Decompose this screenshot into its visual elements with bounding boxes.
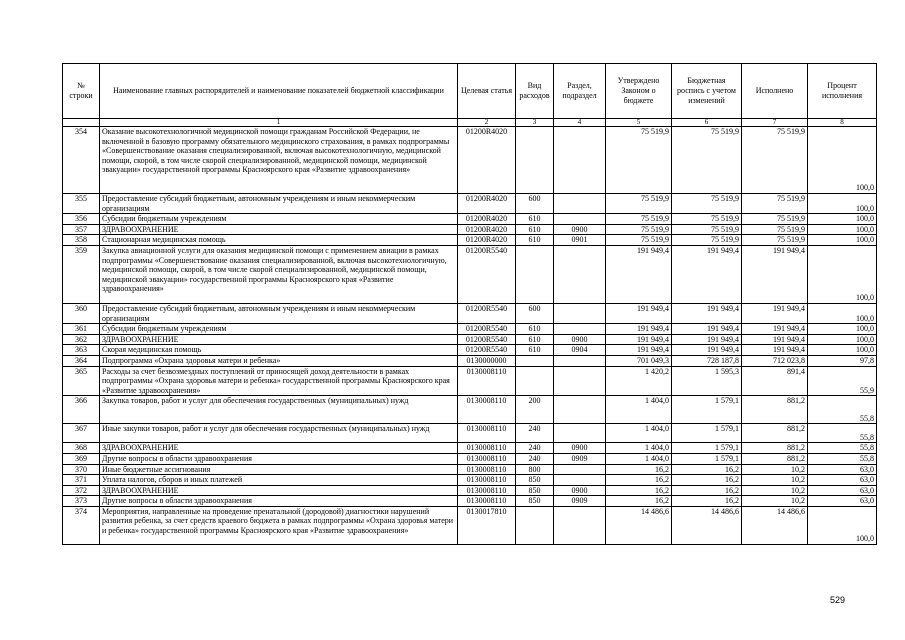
approved-amount: 191 949,4 bbox=[606, 303, 672, 323]
row-name: Скорая медицинская помощь bbox=[100, 345, 458, 356]
section-code: 0904 bbox=[554, 345, 606, 356]
target-article: 0130008110 bbox=[458, 475, 516, 486]
approved-amount: 701 049,3 bbox=[606, 355, 672, 366]
execution-percent: 55,9 bbox=[808, 366, 877, 396]
executed-amount: 75 519,9 bbox=[742, 224, 808, 235]
target-article: 0130008110 bbox=[458, 464, 516, 475]
approved-amount: 75 519,9 bbox=[606, 235, 672, 246]
execution-percent: 100,0 bbox=[808, 235, 877, 246]
table-row bbox=[63, 224, 877, 235]
approved-amount: 16,2 bbox=[606, 485, 672, 496]
target-article: 0130008110 bbox=[458, 453, 516, 464]
section-code bbox=[554, 464, 606, 475]
revised-amount: 191 949,4 bbox=[672, 245, 742, 303]
section-code bbox=[554, 303, 606, 323]
target-article: 01200R5540 bbox=[458, 303, 516, 323]
target-article: 0130008110 bbox=[458, 366, 516, 396]
expense-type bbox=[516, 366, 554, 396]
approved-amount: 75 519,9 bbox=[606, 214, 672, 225]
row-number: 374 bbox=[63, 506, 100, 544]
revised-amount: 191 949,4 bbox=[672, 324, 742, 335]
table-row bbox=[63, 464, 877, 475]
executed-amount: 191 949,4 bbox=[742, 245, 808, 303]
row-number: 373 bbox=[63, 496, 100, 507]
table-row bbox=[63, 355, 877, 366]
expense-type: 850 bbox=[516, 496, 554, 507]
row-number: 365 bbox=[63, 366, 100, 396]
target-article: 01200R4020 bbox=[458, 235, 516, 246]
column-number: 2 bbox=[458, 119, 516, 127]
approved-amount: 16,2 bbox=[606, 496, 672, 507]
approved-amount: 16,2 bbox=[606, 475, 672, 486]
executed-amount: 75 519,9 bbox=[742, 214, 808, 225]
approved-amount: 1 404,0 bbox=[606, 443, 672, 454]
revised-amount: 75 519,9 bbox=[672, 235, 742, 246]
section-code: 0901 bbox=[554, 235, 606, 246]
row-name: Уплата налогов, сборов и иных платежей bbox=[100, 475, 458, 486]
expense-type bbox=[516, 245, 554, 303]
expense-type bbox=[516, 355, 554, 366]
target-article: 0130008110 bbox=[458, 496, 516, 507]
row-name: Расходы за счет безвозмездных поступлений от приносящей доход деятельности в рамках подпрограммы «Охрана здоровья матери и ребенка» государственной программы Красноярского края «Развитие здравоохранения» bbox=[100, 366, 458, 396]
revised-amount: 1 579,1 bbox=[672, 396, 742, 424]
expense-type: 610 bbox=[516, 345, 554, 356]
budget-execution-table bbox=[62, 63, 877, 545]
expense-type: 610 bbox=[516, 324, 554, 335]
table-header-row bbox=[63, 64, 877, 119]
column-number bbox=[63, 119, 100, 127]
approved-amount: 16,2 bbox=[606, 464, 672, 475]
execution-percent: 100,0 bbox=[808, 194, 877, 214]
header-row-number: № строки bbox=[63, 64, 100, 119]
execution-percent: 55,8 bbox=[808, 424, 877, 443]
approved-amount: 75 519,9 bbox=[606, 224, 672, 235]
expense-type: 850 bbox=[516, 475, 554, 486]
row-number: 358 bbox=[63, 235, 100, 246]
row-number: 363 bbox=[63, 345, 100, 356]
table-row bbox=[63, 334, 877, 345]
approved-amount: 1 404,0 bbox=[606, 424, 672, 443]
target-article: 0130008110 bbox=[458, 424, 516, 443]
table-body bbox=[63, 119, 877, 545]
column-number: 7 bbox=[742, 119, 808, 127]
execution-percent: 97,8 bbox=[808, 355, 877, 366]
target-article: 0130008110 bbox=[458, 396, 516, 424]
expense-type bbox=[516, 506, 554, 544]
table-row bbox=[63, 475, 877, 486]
row-number: 359 bbox=[63, 245, 100, 303]
executed-amount: 14 486,6 bbox=[742, 506, 808, 544]
row-name: Предоставление субсидий бюджетным, автономным учреждениям и иным некоммерческим организациям bbox=[100, 194, 458, 214]
row-number: 357 bbox=[63, 224, 100, 235]
execution-percent: 55,8 bbox=[808, 453, 877, 464]
revised-amount: 75 519,9 bbox=[672, 194, 742, 214]
target-article: 0130017810 bbox=[458, 506, 516, 544]
table-row bbox=[63, 506, 877, 544]
revised-amount: 1 595,3 bbox=[672, 366, 742, 396]
executed-amount: 10,2 bbox=[742, 464, 808, 475]
row-name: Субсидии бюджетным учреждениям bbox=[100, 214, 458, 225]
executed-amount: 881,2 bbox=[742, 443, 808, 454]
header-section: Раздел, подраздел bbox=[554, 64, 606, 119]
revised-amount: 191 949,4 bbox=[672, 334, 742, 345]
execution-percent: 100,0 bbox=[808, 345, 877, 356]
section-code bbox=[554, 366, 606, 396]
executed-amount: 191 949,4 bbox=[742, 303, 808, 323]
section-code bbox=[554, 475, 606, 486]
expense-type: 800 bbox=[516, 464, 554, 475]
execution-percent: 63,0 bbox=[808, 464, 877, 475]
table-row bbox=[63, 194, 877, 214]
target-article: 01200R5540 bbox=[458, 334, 516, 345]
section-code bbox=[554, 127, 606, 194]
header-expense-type: Вид расходов bbox=[516, 64, 554, 119]
table-row bbox=[63, 453, 877, 464]
row-number: 360 bbox=[63, 303, 100, 323]
expense-type: 610 bbox=[516, 214, 554, 225]
header-name: Наименование главных распорядителей и наименование показателей бюджетной классификации bbox=[100, 64, 458, 119]
row-number: 368 bbox=[63, 443, 100, 454]
executed-amount: 75 519,9 bbox=[742, 235, 808, 246]
row-name: Закупка авиационной услуги для оказания медицинской помощи с применением авиации в рамках подпрограммы «Совершенствование оказания специализированной, включая высокотехнологичную, медицинской помощи, скорой, в том числе скорой специализированной, медицинской помощи, медицинской эвакуации» государственной программы Красноярского края «Развитие здравоохранения» bbox=[100, 245, 458, 303]
expense-type: 600 bbox=[516, 194, 554, 214]
row-number: 371 bbox=[63, 475, 100, 486]
revised-amount: 1 579,1 bbox=[672, 443, 742, 454]
executed-amount: 10,2 bbox=[742, 485, 808, 496]
execution-percent: 55,8 bbox=[808, 396, 877, 424]
row-number: 369 bbox=[63, 453, 100, 464]
execution-percent: 100,0 bbox=[808, 303, 877, 323]
table-row bbox=[63, 496, 877, 507]
executed-amount: 881,2 bbox=[742, 424, 808, 443]
header-approved: Утверждено Законом о бюджете bbox=[606, 64, 672, 119]
row-name: Иные бюджетные ассигнования bbox=[100, 464, 458, 475]
approved-amount: 191 949,4 bbox=[606, 245, 672, 303]
row-number: 361 bbox=[63, 324, 100, 335]
revised-amount: 16,2 bbox=[672, 475, 742, 486]
row-name: ЗДРАВООХРАНЕНИЕ bbox=[100, 334, 458, 345]
table-row bbox=[63, 127, 877, 194]
expense-type: 610 bbox=[516, 235, 554, 246]
row-number: 364 bbox=[63, 355, 100, 366]
table-row bbox=[63, 345, 877, 356]
executed-amount: 712 023,8 bbox=[742, 355, 808, 366]
revised-amount: 191 949,4 bbox=[672, 303, 742, 323]
target-article: 01200R5540 bbox=[458, 345, 516, 356]
section-code bbox=[554, 245, 606, 303]
row-name: Иные закупки товаров, работ и услуг для обеспечения государственных (муниципальных) нужд bbox=[100, 424, 458, 443]
expense-type: 600 bbox=[516, 303, 554, 323]
approved-amount: 191 949,4 bbox=[606, 324, 672, 335]
table-row bbox=[63, 214, 877, 225]
row-number: 362 bbox=[63, 334, 100, 345]
approved-amount: 191 949,4 bbox=[606, 334, 672, 345]
section-code: 0900 bbox=[554, 334, 606, 345]
execution-percent: 63,0 bbox=[808, 475, 877, 486]
header-executed: Исполнено bbox=[742, 64, 808, 119]
target-article: 0130000000 bbox=[458, 355, 516, 366]
executed-amount: 191 949,4 bbox=[742, 324, 808, 335]
revised-amount: 75 519,9 bbox=[672, 127, 742, 194]
header-percent: Процент исполнения bbox=[808, 64, 877, 119]
revised-amount: 16,2 bbox=[672, 485, 742, 496]
approved-amount: 75 519,9 bbox=[606, 127, 672, 194]
expense-type bbox=[516, 127, 554, 194]
header-target-article: Целевая статья bbox=[458, 64, 516, 119]
row-number: 370 bbox=[63, 464, 100, 475]
execution-percent: 100,0 bbox=[808, 127, 877, 194]
approved-amount: 191 949,4 bbox=[606, 345, 672, 356]
section-code: 0900 bbox=[554, 224, 606, 235]
execution-percent: 100,0 bbox=[808, 334, 877, 345]
table-row bbox=[63, 396, 877, 424]
table-row bbox=[63, 235, 877, 246]
approved-amount: 1 420,2 bbox=[606, 366, 672, 396]
row-name: Закупка товаров, работ и услуг для обеспечения государственных (муниципальных) нужд bbox=[100, 396, 458, 424]
row-name: Предоставление субсидий бюджетным, автономным учреждениям и иным некоммерческим организациям bbox=[100, 303, 458, 323]
column-number: 5 bbox=[606, 119, 672, 127]
row-number: 366 bbox=[63, 396, 100, 424]
table-row bbox=[63, 303, 877, 323]
section-code bbox=[554, 424, 606, 443]
executed-amount: 881,2 bbox=[742, 396, 808, 424]
section-code: 0909 bbox=[554, 496, 606, 507]
column-number: 8 bbox=[808, 119, 877, 127]
row-name: Другие вопросы в области здравоохранения bbox=[100, 496, 458, 507]
approved-amount: 1 404,0 bbox=[606, 453, 672, 464]
approved-amount: 75 519,9 bbox=[606, 194, 672, 214]
column-number: 4 bbox=[554, 119, 606, 127]
target-article: 0130008110 bbox=[458, 443, 516, 454]
expense-type: 240 bbox=[516, 443, 554, 454]
execution-percent: 100,0 bbox=[808, 324, 877, 335]
row-name: Оказание высокотехнологичной медицинской помощи гражданам Российской Федерации, не включенной в базовую программу обязательного медицинского страхования, в рамках подпрограммы «Совершенствование оказания специализированной, включая высокотехнологичную, медицинской помощи, скорой, в том числе скорой специализированной, медицинской помощи, медицинской эвакуации» государственной программы Красноярского края «Развитие здравоохранения» bbox=[100, 127, 458, 194]
section-code bbox=[554, 324, 606, 335]
target-article: 01200R4020 bbox=[458, 127, 516, 194]
row-name: Стационарная медицинская помощь bbox=[100, 235, 458, 246]
row-name: ЗДРАВООХРАНЕНИЕ bbox=[100, 485, 458, 496]
row-name: ЗДРАВООХРАНЕНИЕ bbox=[100, 443, 458, 454]
row-name: Подпрограмма «Охрана здоровья матери и ребенка» bbox=[100, 355, 458, 366]
target-article: 01200R4020 bbox=[458, 194, 516, 214]
row-number: 354 bbox=[63, 127, 100, 194]
column-number-row bbox=[63, 119, 877, 127]
section-code bbox=[554, 506, 606, 544]
table-row bbox=[63, 324, 877, 335]
executed-amount: 10,2 bbox=[742, 496, 808, 507]
revised-amount: 14 486,6 bbox=[672, 506, 742, 544]
row-number: 367 bbox=[63, 424, 100, 443]
expense-type: 850 bbox=[516, 485, 554, 496]
execution-percent: 100,0 bbox=[808, 245, 877, 303]
revised-amount: 728 187,8 bbox=[672, 355, 742, 366]
revised-amount: 16,2 bbox=[672, 496, 742, 507]
executed-amount: 75 519,9 bbox=[742, 194, 808, 214]
revised-amount: 1 579,1 bbox=[672, 424, 742, 443]
row-name: Другие вопросы в области здравоохранения bbox=[100, 453, 458, 464]
revised-amount: 75 519,9 bbox=[672, 224, 742, 235]
column-number: 6 bbox=[672, 119, 742, 127]
table-row bbox=[63, 424, 877, 443]
section-code bbox=[554, 355, 606, 366]
row-number: 355 bbox=[63, 194, 100, 214]
executed-amount: 191 949,4 bbox=[742, 345, 808, 356]
table-row bbox=[63, 245, 877, 303]
page-number: 529 bbox=[830, 595, 846, 605]
revised-amount: 1 579,1 bbox=[672, 453, 742, 464]
row-number: 356 bbox=[63, 214, 100, 225]
target-article: 01200R5540 bbox=[458, 324, 516, 335]
target-article: 01200R5540 bbox=[458, 245, 516, 303]
execution-percent: 63,0 bbox=[808, 496, 877, 507]
table-row bbox=[63, 366, 877, 396]
revised-amount: 16,2 bbox=[672, 464, 742, 475]
row-number: 372 bbox=[63, 485, 100, 496]
execution-percent: 55,8 bbox=[808, 443, 877, 454]
target-article: 0130008110 bbox=[458, 485, 516, 496]
row-name: Мероприятия, направленные на проведение пренатальной (дородовой) диагностики нарушений развития ребенка, за счет средств краевого бюджета в рамках подпрограммы «Охрана здоровья матери и ребенка» государственной программы Красноярского края «Развитие здравоохранения» bbox=[100, 506, 458, 544]
execution-percent: 100,0 bbox=[808, 506, 877, 544]
section-code bbox=[554, 214, 606, 225]
revised-amount: 191 949,4 bbox=[672, 345, 742, 356]
expense-type: 240 bbox=[516, 453, 554, 464]
table-row bbox=[63, 443, 877, 454]
approved-amount: 14 486,6 bbox=[606, 506, 672, 544]
target-article: 01200R4020 bbox=[458, 214, 516, 225]
row-name: Субсидии бюджетным учреждениям bbox=[100, 324, 458, 335]
target-article: 01200R4020 bbox=[458, 224, 516, 235]
section-code bbox=[554, 194, 606, 214]
column-number: 1 bbox=[100, 119, 458, 127]
executed-amount: 891,4 bbox=[742, 366, 808, 396]
execution-percent: 100,0 bbox=[808, 224, 877, 235]
section-code bbox=[554, 396, 606, 424]
executed-amount: 75 519,9 bbox=[742, 127, 808, 194]
execution-percent: 63,0 bbox=[808, 485, 877, 496]
executed-amount: 10,2 bbox=[742, 475, 808, 486]
column-number: 3 bbox=[516, 119, 554, 127]
approved-amount: 1 404,0 bbox=[606, 396, 672, 424]
section-code: 0900 bbox=[554, 485, 606, 496]
executed-amount: 191 949,4 bbox=[742, 334, 808, 345]
expense-type: 610 bbox=[516, 224, 554, 235]
expense-type: 610 bbox=[516, 334, 554, 345]
expense-type: 240 bbox=[516, 424, 554, 443]
section-code: 0909 bbox=[554, 453, 606, 464]
table-row bbox=[63, 485, 877, 496]
executed-amount: 881,2 bbox=[742, 453, 808, 464]
section-code: 0900 bbox=[554, 443, 606, 454]
header-revised: Бюджетная роспись с учетом изменений bbox=[672, 64, 742, 119]
expense-type: 200 bbox=[516, 396, 554, 424]
row-name: ЗДРАВООХРАНЕНИЕ bbox=[100, 224, 458, 235]
execution-percent: 100,0 bbox=[808, 214, 877, 225]
revised-amount: 75 519,9 bbox=[672, 214, 742, 225]
